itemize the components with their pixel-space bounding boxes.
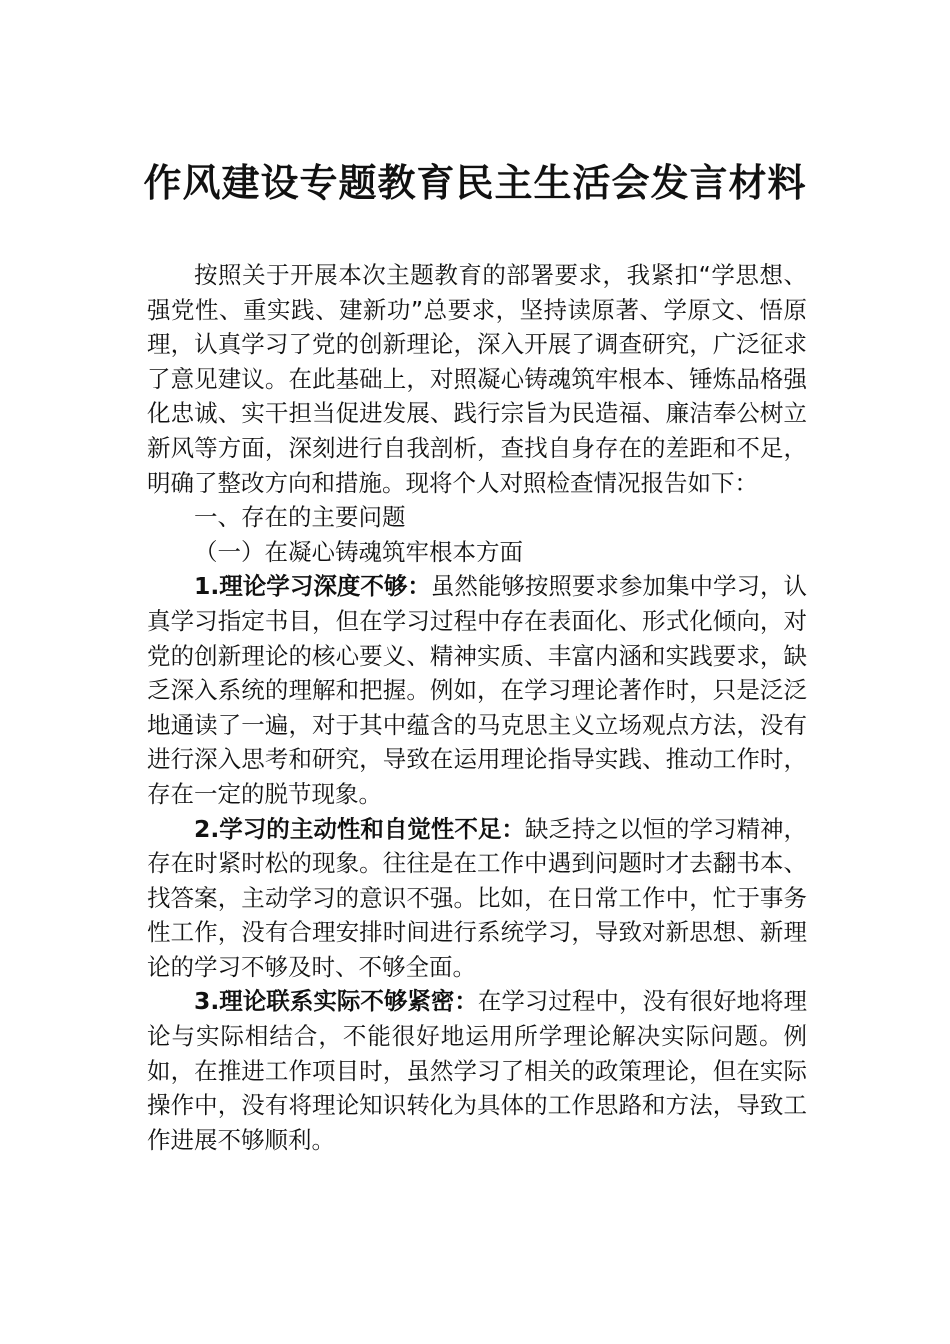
intro-paragraph: 按照关于开展本次主题教育的部署要求，我紧扣“学思想、强党性、重实践、建新功”总要求，坚持读原著、学原文、悟原理，认真学习了党的创新理论，深入开展了调查研究，广泛征求了意见建议。在此基础上，对照凝心铸魂筑牢根本、锤炼品格强化忠诚、实干担当促进发展、践行宗旨为民造福、廉洁奉公树立新风等方面，深刻进行自我剖析，查找自身存在的差距和不足，明确了整改方向和措施。现将个人对照检查情况报告如下： xyxy=(147,261,807,497)
problem-item-text: 虽然能够按照要求参加集中学习，认真学习指定书目，但在学习过程中存在表面化、形式化倾向，对党的创新理论的核心要义、精神实质、丰富内涵和实践要求，缺乏深入系统的理解和把握。例如，在学习理论著作时，只是泛泛地通读了一遍，对于其中蕴含的马克思主义立场观点方法，没有进行深入思考和研究，导致在运用理论指导实践、推动工作时，存在一定的脱节现象。 xyxy=(147,572,808,808)
problem-item xyxy=(147,984,807,1157)
problem-item-label: 1.理论学习深度不够： xyxy=(194,572,431,601)
problem-item-label: 3.理论联系实际不够紧密： xyxy=(194,987,478,1016)
document-title: 作风建设专题教育民主生活会发言材料 xyxy=(143,160,807,205)
problem-item-text: 在学习过程中，没有很好地将理论与实际相结合，不能很好地运用所学理论解决实际问题。例如，在推进工作项目时，虽然学习了相关的政策理论，但在实际操作中，没有将理论知识转化为具体的工作思路和方法，导致工作进展不够顺利。 xyxy=(147,987,808,1154)
problem-item xyxy=(147,569,807,811)
section-heading-problems: 一、存在的主要问题 xyxy=(194,503,406,532)
document-body xyxy=(147,258,807,1157)
problem-item-text: 缺乏持之以恒的学习精神，存在时紧时松的现象。往往是在工作中遇到问题时才去翻书本、找答案，主动学习的意识不强。比如，在日常工作中，忙于事务性工作，没有合理安排时间进行系统学习，导致对新思想、新理论的学习不够及时、不够全面。 xyxy=(147,814,808,981)
problem-item xyxy=(147,812,807,985)
problem-item-label: 2.学习的主动性和自觉性不足： xyxy=(194,814,525,843)
subsection-heading-foundation: （一）在凝心铸魂筑牢根本方面 xyxy=(194,537,523,566)
